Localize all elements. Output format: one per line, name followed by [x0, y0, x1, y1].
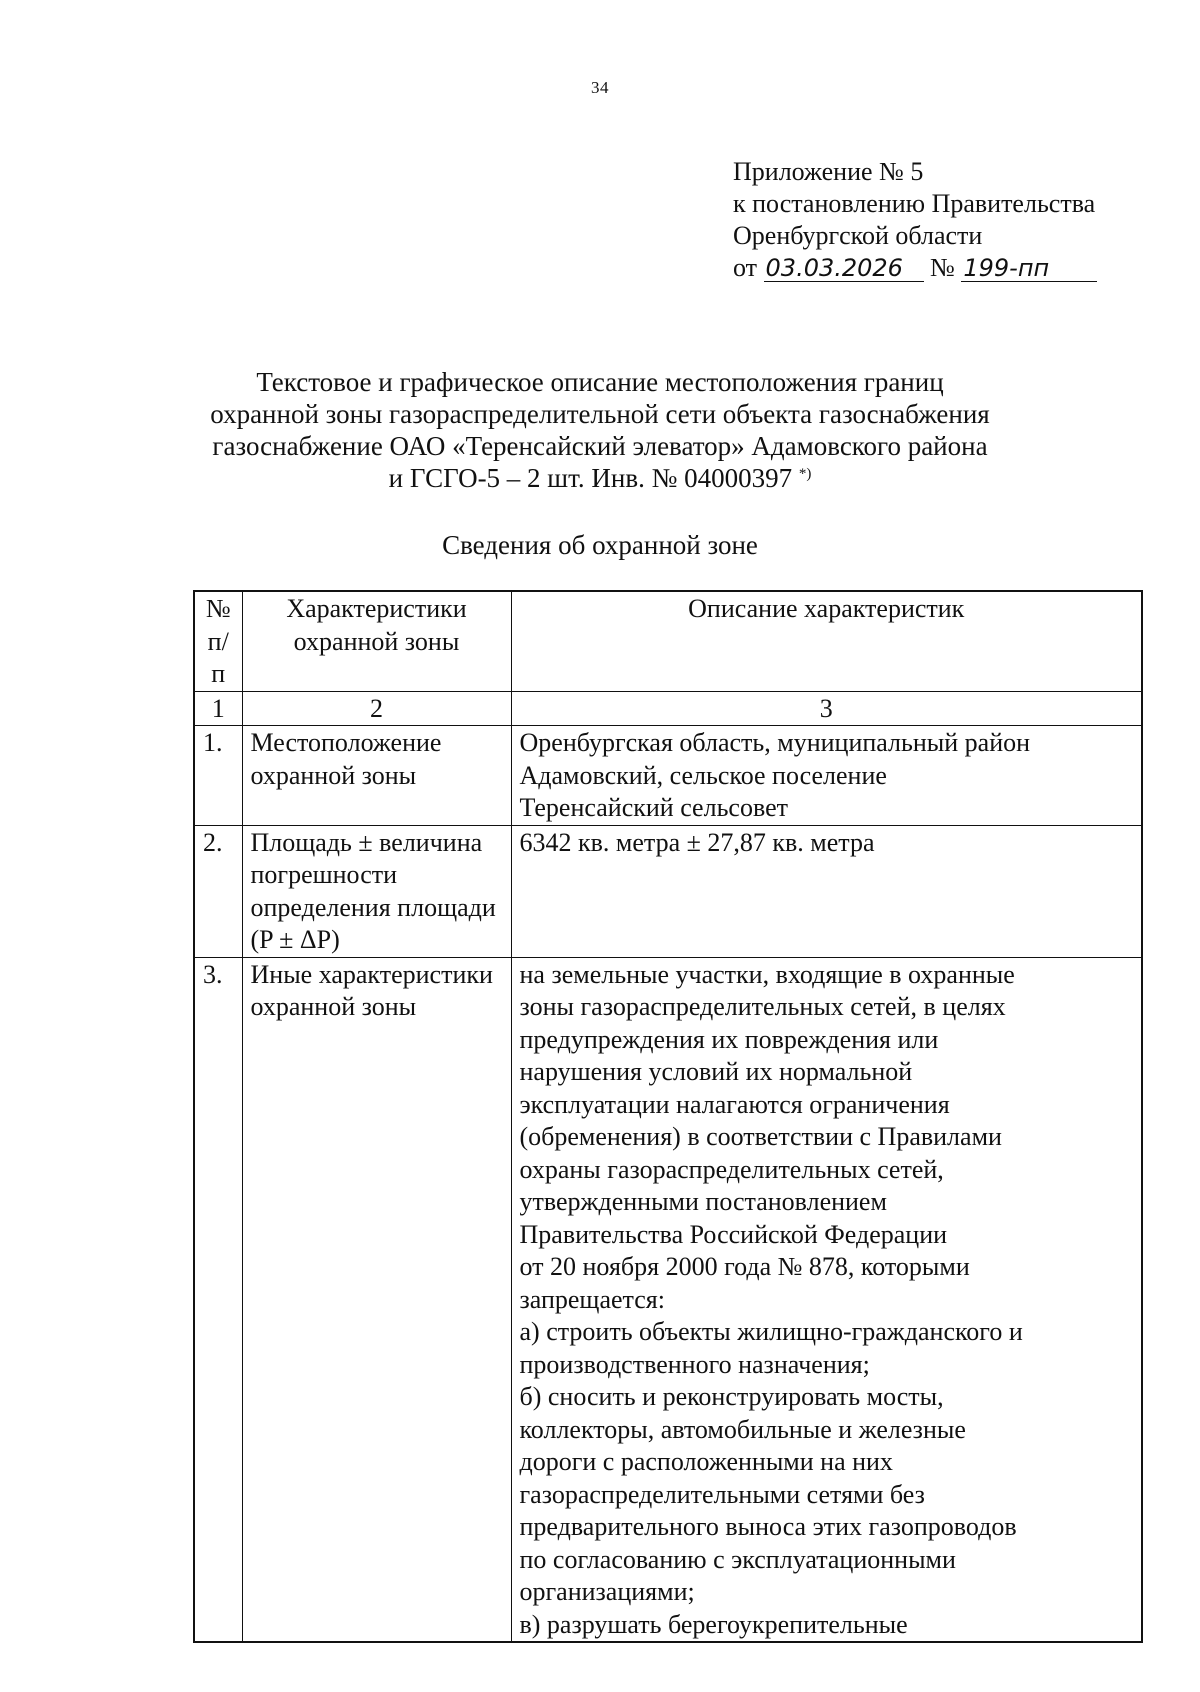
- description-line: а) строить объекты жилищно-гражданского и: [519, 1317, 1023, 1346]
- numbering-col-3: 3: [511, 691, 1142, 726]
- title-line: газоснабжение ОАО «Теренсайский элеватор» Адамовского района: [212, 431, 988, 461]
- appendix-title: Приложение № 5: [733, 157, 924, 186]
- header-characteristic: Характеристики охранной зоны: [242, 591, 511, 691]
- header-description: Описание характеристик: [511, 591, 1142, 691]
- row-description: [511, 726, 1142, 826]
- numbering-col-1: 1: [194, 691, 242, 726]
- table-row: [194, 825, 1142, 957]
- row-characteristic: Иные характеристики охранной зоны: [242, 957, 511, 1642]
- description-line: 6342 кв. метра ± 27,87 кв. метра: [519, 827, 875, 857]
- description-line: коллекторы, автомобильные и железные: [519, 1414, 966, 1444]
- description-line: производственного назначения;: [519, 1349, 870, 1379]
- description-line: Правительства Российской Федерации: [519, 1219, 948, 1249]
- description-line: Оренбургская область, муниципальный район: [519, 728, 1031, 757]
- description-line: зоны газораспределительных сетей, в целях: [519, 992, 1006, 1021]
- description-line: организациями;: [519, 1577, 695, 1606]
- description-line: эксплуатации налагаются ограничения: [519, 1089, 950, 1119]
- table-numbering-row: [194, 691, 1142, 726]
- description-line: газораспределительными сетями без: [519, 1479, 925, 1509]
- row-description: [511, 957, 1142, 1642]
- number-prefix: №: [930, 253, 955, 282]
- description-line: утвержденными постановлением: [519, 1187, 887, 1216]
- description-line: нарушения условий их нормальной: [519, 1057, 913, 1086]
- row-number: 2.: [194, 825, 242, 957]
- table-header-row: [194, 591, 1142, 691]
- title-line: [0, 462, 1200, 494]
- header-number: № п/п: [194, 591, 242, 691]
- table-row: [194, 726, 1142, 826]
- protection-zone-table: [193, 590, 1143, 1643]
- appendix-reference: к постановлению Правительства: [733, 189, 1096, 218]
- section-subtitle: Сведения об охранной зоне: [442, 530, 758, 560]
- appendix-region: Оренбургской области: [733, 221, 983, 250]
- row-number: 3.: [194, 957, 242, 1642]
- description-line: (обременения) в соответствии с Правилами: [519, 1122, 1002, 1151]
- description-line: б) сносить и реконструировать мосты,: [519, 1382, 944, 1411]
- description-line: дороги с расположенными на них: [519, 1447, 893, 1476]
- row-characteristic: Площадь ± величина погрешности определения площади (P ± ΔP): [242, 825, 511, 957]
- numbering-col-2: 2: [242, 691, 511, 726]
- row-characteristic: Местоположение охранной зоны: [242, 726, 511, 826]
- description-line: в) разрушать берегоукрепительные: [519, 1609, 908, 1639]
- footnote-mark: *): [798, 466, 812, 482]
- title-line: Текстовое и графическое описание местоположения границ: [256, 367, 944, 397]
- description-line: от 20 ноября 2000 года № 878, которыми: [519, 1252, 970, 1281]
- appendix-header: [733, 156, 1097, 284]
- description-line: по согласованию с эксплуатационными: [519, 1544, 956, 1574]
- row-number: 1.: [194, 726, 242, 826]
- description-line: Теренсайский сельсовет: [519, 793, 788, 822]
- page-number: 34: [591, 78, 609, 97]
- handwritten-date: 03.03.2026: [764, 255, 924, 282]
- table-row: [194, 957, 1142, 1642]
- appendix-date-line: [733, 252, 1097, 284]
- row-description: [511, 825, 1142, 957]
- description-line: охраны газораспределительных сетей,: [519, 1154, 944, 1184]
- date-prefix: от: [733, 253, 758, 282]
- description-line: на земельные участки, входящие в охранные: [519, 959, 1015, 989]
- handwritten-number: 199-пп: [961, 255, 1097, 282]
- description-line: предупреждения их повреждения или: [519, 1024, 939, 1054]
- title-last-line-text: и ГСГО-5 – 2 шт. Инв. № 04000397: [388, 463, 793, 493]
- title-line: охранной зоны газораспределительной сети объекта газоснабжения: [210, 399, 990, 429]
- description-line: запрещается:: [519, 1284, 665, 1314]
- description-line: Адамовский, сельское поселение: [519, 760, 887, 790]
- document-title: [0, 366, 1200, 494]
- description-line: предварительного выноса этих газопроводов: [519, 1512, 1017, 1541]
